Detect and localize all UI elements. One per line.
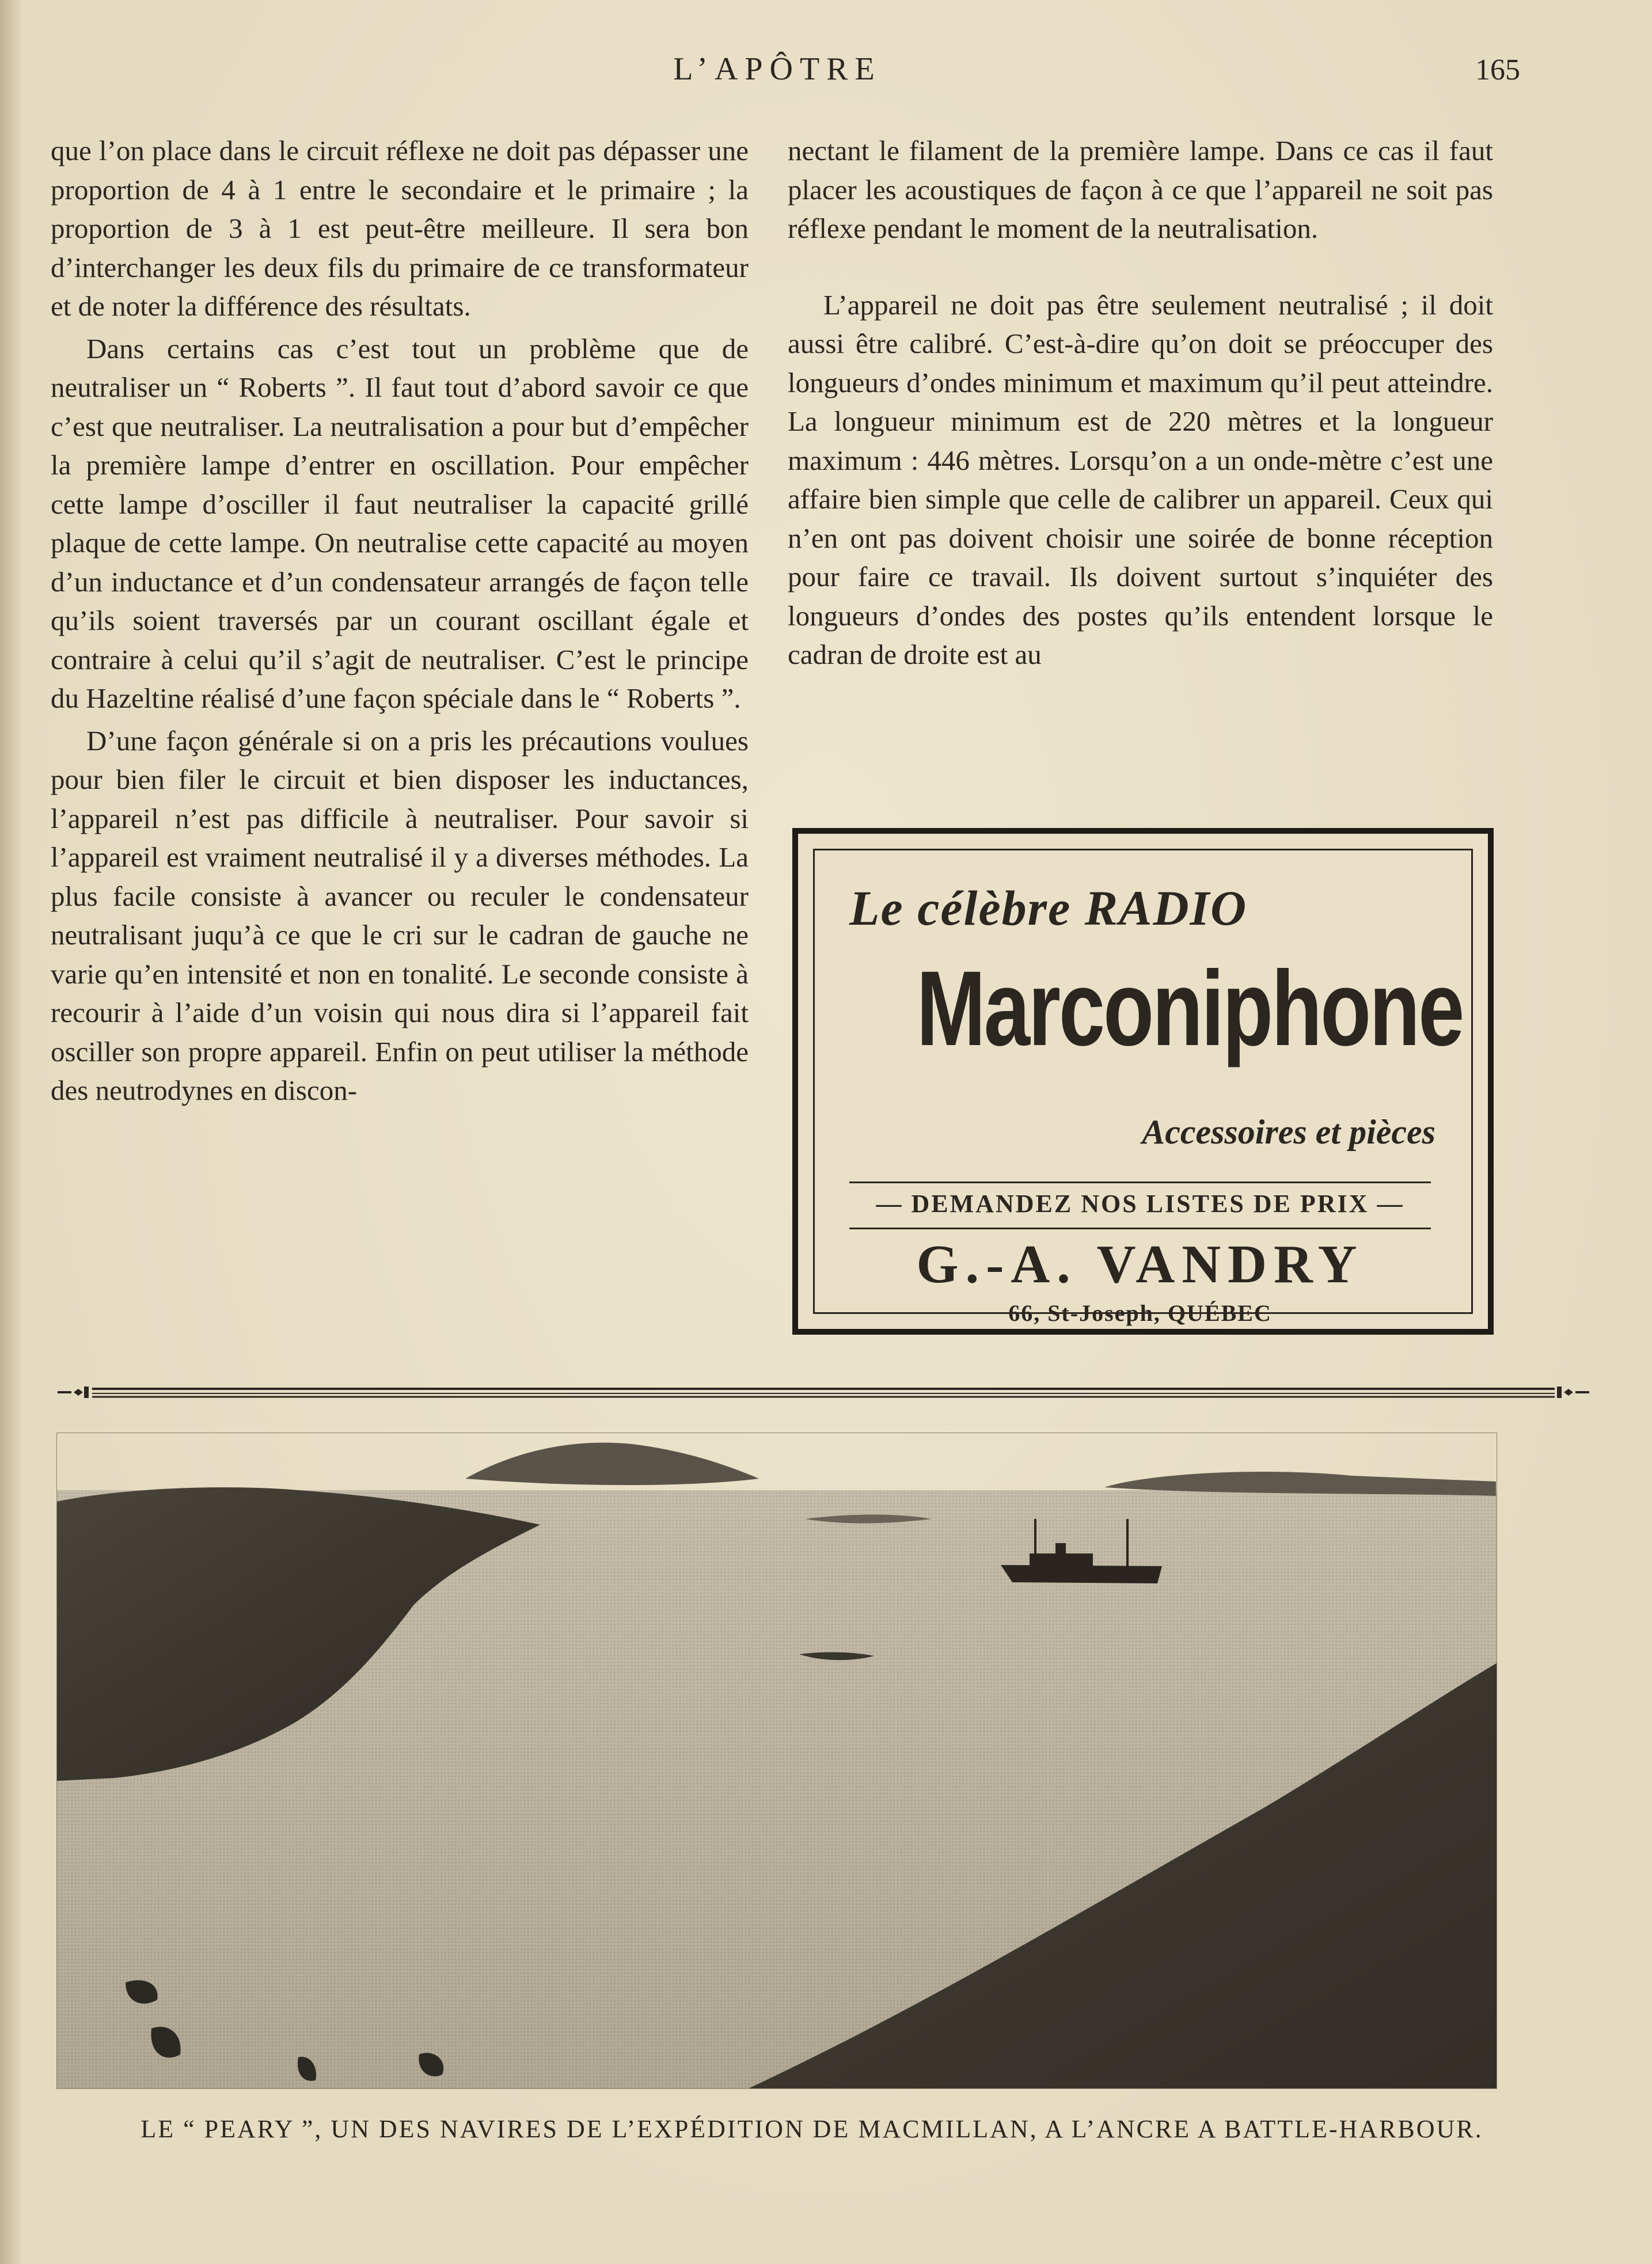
- advertisement: [792, 828, 1494, 1335]
- ad-rule-top: [849, 1182, 1431, 1183]
- divider-right-ornament-icon: [1557, 1386, 1589, 1398]
- ad-address: 66, St-Joseph, QUÉBEC: [1008, 1300, 1272, 1326]
- ad-price-list-request: — DEMANDEZ NOS LISTES DE PRIX —: [876, 1190, 1404, 1218]
- left-column: [51, 131, 749, 1110]
- photo-caption: LE “ PEARY ”, UN DES NAVIRES DE L’EXPÉDITION DE MACMILLAN, A L’ANCRE A BATTLE-HARBOUR.: [140, 2115, 1483, 2143]
- ad-company-name: G.-A. VANDRY: [916, 1234, 1364, 1294]
- harbour-photograph: [56, 1433, 1497, 2089]
- running-head: [0, 51, 1652, 91]
- paragraph: que l’on place dans le circuit réflexe ne doit pas dépasser une proportion de 4 à 1 entre le secondaire et le primaire ; la proportion de 3 à 1 est peut-être meilleure. Il sera bon d’interchanger les deux fils du primaire de ce transformateur et de noter la différence des résultats.: [51, 135, 749, 322]
- page-number: 165: [1475, 54, 1520, 86]
- advertisement-inner-border: [813, 849, 1473, 1326]
- distant-island: [465, 1443, 759, 1486]
- ad-headline: Le célèbre RADIO: [849, 880, 1248, 936]
- paragraph: Dans certains cas c’est tout un problème que de neutraliser un “ Roberts ”. Il faut tout d’abord savoir ce que c’est que neutraliser. La neutralisation a pour but d’empêcher la première lampe d’entrer en oscillation. Pour empêcher cette lampe d’osciller il faut neutraliser la capacité grillé plaque de cette lampe. On neutralise cette capacité au moyen d’un inductance et d’un condensateur arrangés de façon telle qu’ils soient traversés par un courant oscillant égale et contraire à celui qu’il s’agit de neutraliser. C’est le principe du Hazeltine réalisé d’une façon spéciale dans le “ Roberts ”.: [51, 332, 749, 714]
- running-title: L’APÔTRE: [673, 51, 882, 87]
- ad-brand: Marconiphone: [916, 949, 1463, 1068]
- right-column: [788, 131, 1493, 674]
- divider-left-ornament-icon: [58, 1386, 89, 1398]
- paragraph: D’une façon générale si on a pris les précautions voulues pour bien filer le circuit et bien disposer les inductances, l’appareil n’est pas difficile à neutraliser. Pour savoir si l’appareil est vraiment neutralisé il y a diverses méthodes. La plus facile consiste à avancer ou reculer le condensateur neutralisant juqu’à ce que le cri sur le cadran de gauche ne varie qu’en intensité et non en tonalité. Le seconde consiste à recourir à l’aide d’un voisin qui nous dira si l’appareil fait osciller son propre appareil. Enfin on peut utiliser la méthode des neutrodynes en discon-: [51, 724, 749, 1106]
- paragraph: L’appareil ne doit pas être seulement neutralisé ; il doit aussi être calibré. C’est-à-dire qu’on doit se préoccuper des longueurs d’ondes minimum et maximum qu’il peut atteindre. La longueur minimum est de 220 mètres et la longueur maximum : 446 mètres. Lorsqu’on a un onde-mètre c’est une affaire bien simple que celle de calibrer un appareil. Ceux qui n’en ont pas doivent choisir une soirée de bonne réception pour faire ce travail. Ils doivent surtout s’inquiéter des longueurs d’ondes des postes qu’ils entendent lorsque le cadran de droite est au: [788, 288, 1493, 670]
- ad-rule-bottom: [849, 1228, 1431, 1229]
- ad-subline: Accessoires et pièces: [1142, 1113, 1435, 1151]
- ornamental-divider: [58, 1381, 1589, 1404]
- spine-shadow: [0, 0, 23, 2264]
- paragraph: nectant le filament de la première lampe. Dans ce cas il faut placer les acoustiques de façon à ce que l’appareil ne soit pas réflexe pendant le moment de la neutralisation.: [788, 135, 1493, 244]
